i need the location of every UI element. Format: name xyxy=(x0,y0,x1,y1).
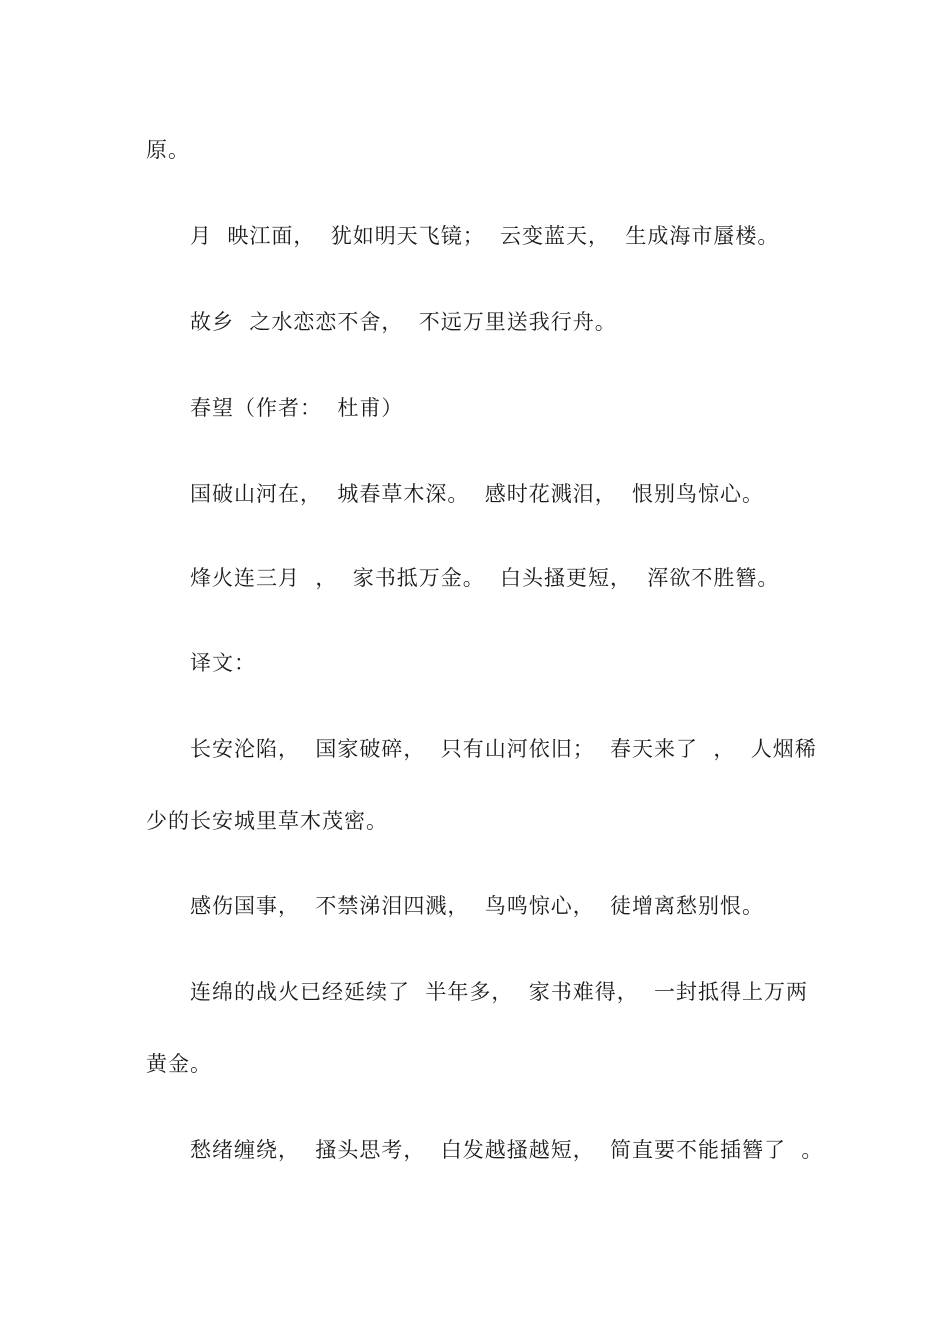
paragraph-line: 月 映江面， 犹如明天飞镜； 云变蓝天， 生成海市蜃楼。 xyxy=(190,224,780,248)
paragraph-line: 故乡 之水恋恋不舍， 不远万里送我行舟。 xyxy=(190,310,617,334)
paragraph-line: 长安沦陷， 国家破碎， 只有山河依旧； 春天来了 ， 人烟稀 xyxy=(190,737,817,761)
section-heading: 译文： xyxy=(190,651,256,675)
poem-line: 国破山河在， 城春草木深。 感时花溅泪， 恨别鸟惊心。 xyxy=(190,482,765,506)
paragraph-line: 愁绪缠绕， 搔头思考， 白发越搔越短， 简直要不能插簪了 。 xyxy=(190,1138,824,1162)
paragraph-line: 少的长安城里草木茂密。 xyxy=(146,809,388,833)
paragraph-line: 黄金。 xyxy=(146,1052,212,1076)
poem-line: 烽火连三月 ， 家书抵万金。 白头搔更短， 浑欲不胜簪。 xyxy=(190,566,780,590)
poem-title: 春望（作者： 杜甫） xyxy=(190,396,404,420)
paragraph-line: 感伤国事， 不禁涕泪四溅， 鸟鸣惊心， 徒增离愁别恨。 xyxy=(190,894,765,918)
paragraph-line: 原。 xyxy=(146,138,190,162)
paragraph-line: 连绵的战火已经延续了 半年多， 家书难得， 一封抵得上万两 xyxy=(190,980,809,1004)
